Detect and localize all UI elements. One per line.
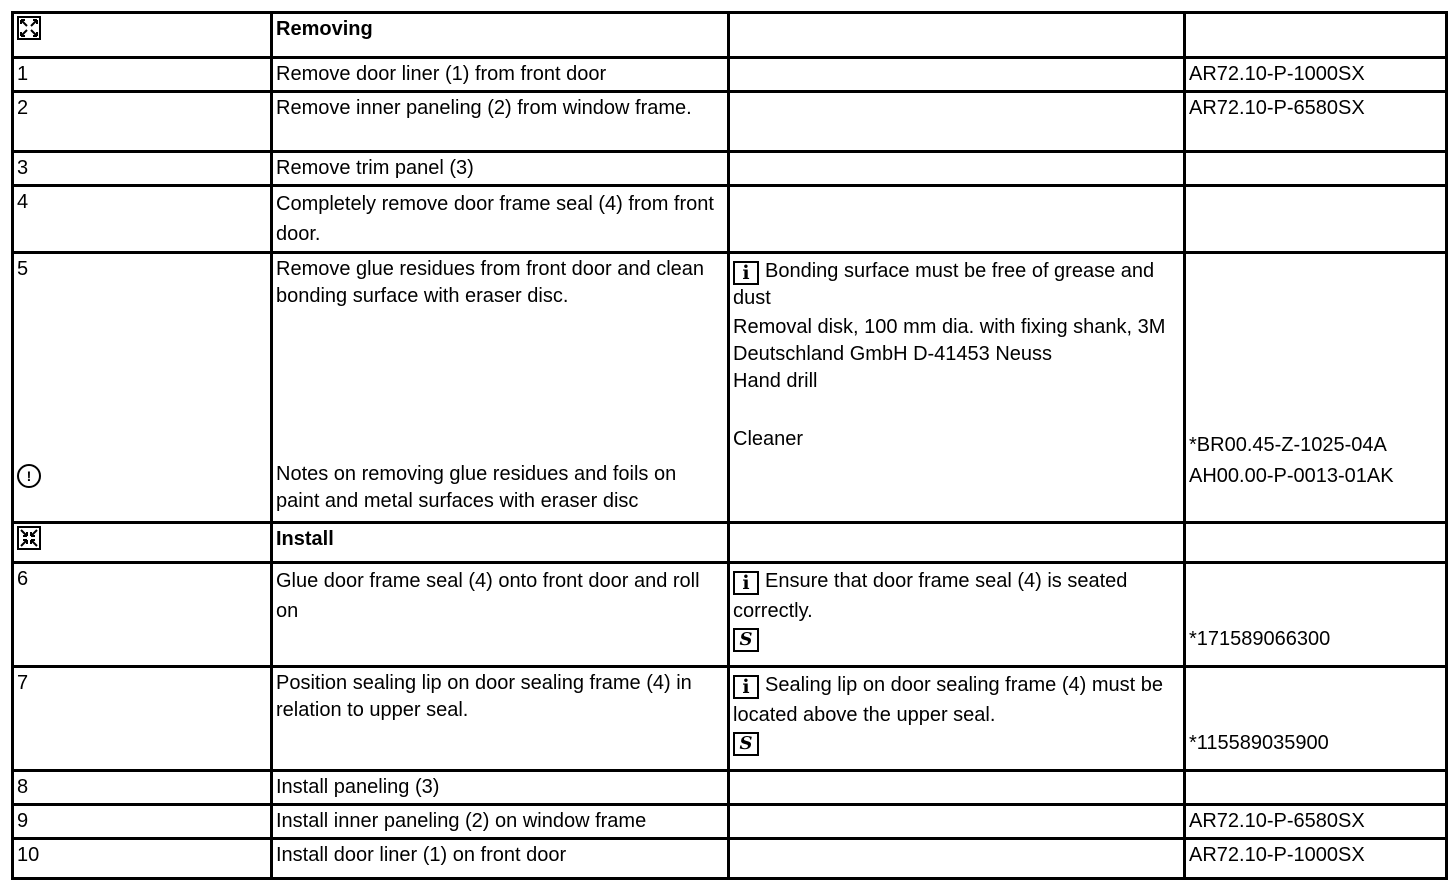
table-row — [13, 563, 1447, 667]
info-text: Sealing lip on door sealing frame (4) must be located above the upper seal. — [733, 674, 1163, 726]
cleaner-label: Cleaner — [733, 428, 804, 450]
step-text: Position sealing lip on door sealing frame (4) in relation to upper seal. — [272, 667, 729, 771]
info-icon: i — [733, 675, 759, 699]
table-row — [13, 58, 1447, 92]
step-number: 8 — [13, 771, 272, 805]
special-tool-icon[interactable]: S — [733, 732, 759, 756]
step-number: 3 — [13, 152, 272, 186]
step-number: 5 — [17, 258, 29, 280]
step-number: 4 — [13, 186, 272, 253]
section-title-install: Install — [272, 523, 729, 563]
reference-cell — [1185, 186, 1447, 253]
step-number: 6 — [13, 563, 272, 667]
table-row — [13, 839, 1447, 879]
section-icon-cell — [13, 13, 272, 58]
procedure-table — [11, 11, 1448, 880]
reference-cell — [1185, 771, 1447, 805]
table-row — [13, 253, 1447, 523]
reference-link[interactable]: AR72.10-P-1000SX — [1185, 839, 1447, 879]
note-link[interactable]: Notes on removing glue residues and foils on paint and metal surfaces with eraser disc — [276, 463, 677, 512]
step-cell — [13, 253, 272, 523]
reference-link[interactable]: AH00.00-P-0013-01AK — [1189, 465, 1394, 487]
reference-link[interactable]: *BR00.45-Z-1025-04A — [1189, 434, 1387, 456]
reference-cell — [1185, 253, 1447, 523]
reference-link[interactable]: AR72.10-P-1000SX — [1185, 58, 1447, 92]
step-text: Install inner paneling (2) on window frame — [272, 805, 729, 839]
info-text: Bonding surface must be free of grease and dust — [733, 260, 1155, 309]
section-title-removing: Removing — [272, 13, 729, 58]
reference-link[interactable]: AR72.10-P-6580SX — [1185, 805, 1447, 839]
step-text: Install door liner (1) on front door — [272, 839, 729, 879]
step-text: Completely remove door frame seal (4) from front door. — [272, 186, 729, 253]
info-cell — [729, 253, 1185, 523]
info-icon: i — [733, 261, 759, 285]
reference-link[interactable]: *115589035900 — [1189, 732, 1329, 754]
tool-description: Removal disk, 100 mm dia. with fixing shank, 3M Deutschland GmbH D-41453 Neuss — [733, 316, 1166, 365]
reference-link[interactable]: AR72.10-P-6580SX — [1185, 92, 1447, 152]
section-icon-cell — [13, 523, 272, 563]
collapse-arrows-icon — [17, 526, 41, 550]
section-row-removing — [13, 13, 1447, 58]
info-cell — [729, 563, 1185, 667]
info-icon: i — [733, 571, 759, 595]
table-row — [13, 771, 1447, 805]
table-row — [13, 186, 1447, 253]
step-number: 9 — [13, 805, 272, 839]
table-row — [13, 805, 1447, 839]
expand-arrows-icon — [17, 16, 41, 40]
tool-name: Hand drill — [733, 370, 818, 392]
step-text-cell — [272, 253, 729, 523]
table-row — [13, 92, 1447, 152]
step-number: 2 — [13, 92, 272, 152]
table-row — [13, 667, 1447, 771]
step-number: 7 — [13, 667, 272, 771]
note-icon[interactable]: ! — [17, 464, 41, 488]
step-text: Install paneling (3) — [272, 771, 729, 805]
reference-link[interactable]: *171589066300 — [1189, 628, 1331, 650]
reference-cell — [1185, 667, 1447, 771]
step-text: Glue door frame seal (4) onto front door and roll on — [272, 563, 729, 667]
info-text: Ensure that door frame seal (4) is seated correctly. — [733, 570, 1128, 622]
reference-cell — [1185, 152, 1447, 186]
step-number: 10 — [13, 839, 272, 879]
step-text: Remove door liner (1) from front door — [272, 58, 729, 92]
table-row — [13, 152, 1447, 186]
step-text: Remove trim panel (3) — [272, 152, 729, 186]
step-text: Remove inner paneling (2) from window frame. — [272, 92, 729, 152]
info-cell — [729, 667, 1185, 771]
reference-cell — [1185, 563, 1447, 667]
step-number: 1 — [13, 58, 272, 92]
step-text: Remove glue residues from front door and clean bonding surface with eraser disc. — [276, 258, 705, 307]
section-row-install — [13, 523, 1447, 563]
special-tool-icon[interactable]: S — [733, 628, 759, 652]
